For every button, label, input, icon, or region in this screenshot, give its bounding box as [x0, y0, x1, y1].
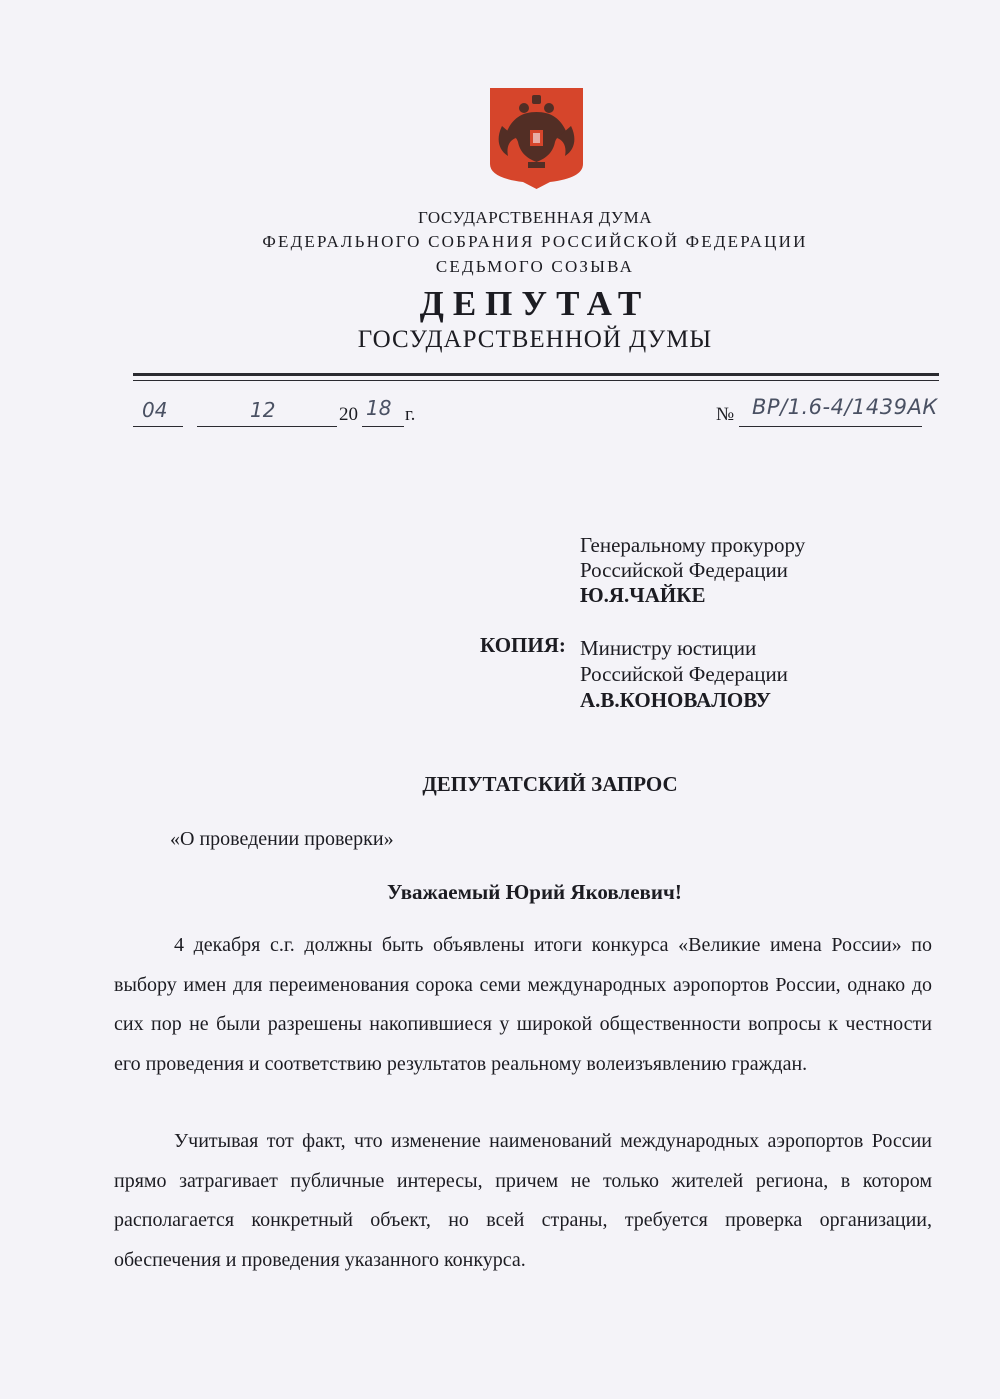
number-underline: [739, 426, 922, 427]
russian-coat-of-arms-icon: [488, 86, 585, 190]
header-title: ДЕПУТАТ: [419, 284, 651, 323]
body-paragraph-1: 4 декабря с.г. должны быть объявлены итоги конкурса «Великие имена России» по выбору имен для переименования сорока семи международных аэропортов России, однако до сих пор не были разрешены накопившиеся у широкой общественности вопросы к честности его проведения и соответствию результатов реальному волеизъявлению граждан.: [114, 934, 932, 1075]
body-paragraph-2: Учитывая тот факт, что изменение наименований международных аэропортов России прямо затрагивает публичные интересы, причем не только жителей региона, в котором располагается конкретный объект, но всей страны, требуется проверка организации, обеспечения и проведения указанного конкурса.: [114, 1130, 932, 1271]
document-number: ВР/1.6-4/1439АК: [752, 395, 938, 419]
day-underline: [133, 426, 183, 427]
copy-line-1: Министру юстиции: [580, 636, 757, 660]
salutation: Уважаемый Юрий Яковлевич!: [387, 880, 682, 904]
date-month: 12: [250, 398, 276, 422]
year-label: г.: [405, 404, 416, 425]
date-day: 04: [142, 398, 168, 422]
number-label: №: [716, 404, 735, 425]
copy-line-2: Российской Федерации: [580, 662, 788, 686]
addressee-name: Ю.Я.ЧАЙКЕ: [580, 583, 706, 607]
year-suffix: 18: [366, 396, 392, 420]
header-line-2: ФЕДЕРАЛЬНОГО СОБРАНИЯ РОССИЙСКОЙ ФЕДЕРАЦИИ: [262, 232, 808, 251]
copy-label: КОПИЯ:: [480, 633, 566, 657]
copy-name: А.В.КОНОВАЛОВУ: [580, 688, 771, 712]
header-line-3: СЕДЬМОГО СОЗЫВА: [435, 257, 635, 276]
header-divider-thin: [133, 380, 939, 381]
header-subtitle: ГОСУДАРСТВЕННОЙ ДУМЫ: [357, 326, 713, 353]
month-underline: [197, 426, 337, 427]
request-subject: «О проведении проверки»: [170, 828, 394, 850]
year-underline: [362, 426, 404, 427]
addressee-line-1: Генеральному прокурору: [580, 533, 806, 557]
year-prefix: 20: [339, 404, 358, 425]
request-title: ДЕПУТАТСКИЙ ЗАПРОС: [422, 772, 678, 796]
header-line-1: ГОСУДАРСТВЕННАЯ ДУМА: [418, 208, 652, 227]
header-divider-thick: [133, 373, 939, 376]
addressee-line-2: Российской Федерации: [580, 558, 788, 582]
